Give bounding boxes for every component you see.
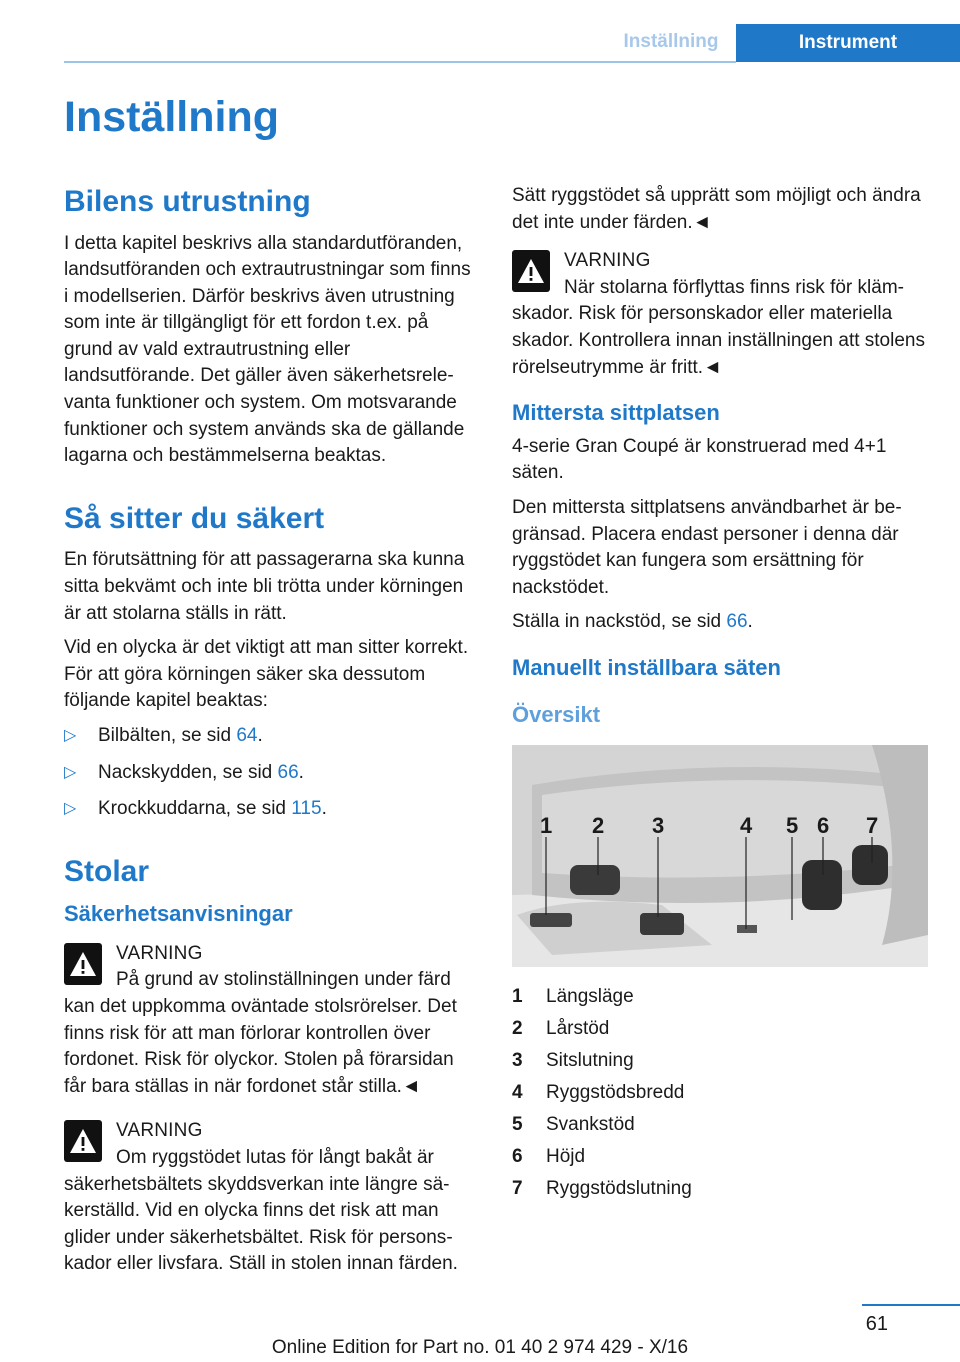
equipment-paragraph: I detta kapitel beskrivs alla standardutföranden, landsutföranden och extrautrustningar som finns i modellserien. Därför beskrivs även utrustning som inte är tillgängligt för ett fordon t.ex. på grund av vald extrautrustning eller landsutförande. Det gäller även säkerhetsrelevanta funktioner och system. Om motsvarande funktioner och system används ska de gällande lagarna och bestämmelserna beaktas. bbox=[64, 232, 471, 467]
page-link[interactable]: 115 bbox=[291, 798, 322, 820]
header-divider bbox=[64, 61, 736, 63]
callout-2: 2 bbox=[592, 813, 605, 839]
page-link[interactable]: 66 bbox=[277, 761, 299, 783]
list-item-text: Bilbälten, se sid bbox=[98, 724, 237, 746]
list-item-end: . bbox=[321, 798, 327, 820]
legend-number: 2 bbox=[512, 1017, 523, 1039]
legend-number: 6 bbox=[512, 1145, 523, 1167]
list-item-end: . bbox=[298, 761, 304, 783]
legend-label: Höjd bbox=[546, 1145, 586, 1167]
callout-6: 6 bbox=[817, 813, 830, 839]
legend-label: Svankstöd bbox=[546, 1113, 635, 1135]
header-tab-section[interactable]: Inställning bbox=[623, 31, 719, 52]
warning-block bbox=[512, 248, 926, 381]
page-number: 61 bbox=[865, 1313, 888, 1335]
legend-item bbox=[512, 1077, 926, 1109]
middle-seat-paragraph-3 bbox=[512, 609, 926, 636]
subheading-safety-notes: Säkerhetsanvisningar bbox=[64, 901, 293, 927]
legend-number: 3 bbox=[512, 1049, 523, 1071]
warning-label: VARNING bbox=[116, 1120, 203, 1142]
page-link[interactable]: 66 bbox=[726, 611, 748, 633]
page-number-rule bbox=[862, 1304, 960, 1306]
edition-footer: Online Edition for Part no. 01 40 2 974 429 - X/16 bbox=[271, 1337, 689, 1358]
right-column bbox=[512, 183, 926, 1205]
warning-block bbox=[64, 1118, 478, 1278]
callout-5: 5 bbox=[786, 813, 799, 839]
warning-triangle-icon bbox=[64, 1120, 102, 1162]
legend-number: 5 bbox=[512, 1113, 523, 1135]
warning-triangle-icon bbox=[512, 250, 550, 292]
list-item-end: . bbox=[257, 724, 263, 746]
left-column bbox=[64, 183, 478, 1296]
legend-item bbox=[512, 981, 926, 1013]
backrest-paragraph: Sätt ryggstödet så upprätt som möjligt och ändra det inte under färden.◄ bbox=[512, 185, 921, 233]
warning-triangle-icon bbox=[64, 943, 102, 985]
list-item bbox=[64, 760, 478, 787]
list-item bbox=[64, 723, 478, 750]
section-heading-sitting-safely: Så sitter du säkert bbox=[64, 501, 325, 535]
legend-number: 4 bbox=[512, 1081, 523, 1103]
seat-controls-figure bbox=[512, 745, 928, 967]
list-item-text: Nackskydden, se sid bbox=[98, 761, 278, 783]
figure-legend bbox=[512, 981, 926, 1205]
legend-label: Sitslutning bbox=[546, 1049, 634, 1071]
legend-label: Lårstöd bbox=[546, 1017, 610, 1039]
legend-label: Ryggstödslutning bbox=[546, 1177, 692, 1199]
legend-item bbox=[512, 1173, 926, 1205]
legend-label: Längsläge bbox=[546, 985, 634, 1007]
callout-1: 1 bbox=[540, 813, 553, 839]
legend-label: Ryggstödsbredd bbox=[546, 1081, 685, 1103]
warning-label: VARNING bbox=[564, 250, 651, 272]
related-chapters-list bbox=[64, 723, 478, 823]
warning-text: När stolarna förflyttas finns risk för klämskador. Risk för personskador eller materiella skador. Kontrollera innan inställningen att stolens rörelseutrymme är fritt.◄ bbox=[512, 276, 925, 378]
triangle-bullet-icon: ▷ bbox=[64, 726, 77, 744]
legend-item bbox=[512, 1141, 926, 1173]
callout-4: 4 bbox=[740, 813, 753, 839]
page-title: Inställning bbox=[64, 93, 279, 141]
middle-seat-paragraph-3-end: . bbox=[747, 611, 753, 633]
seat-illustration bbox=[512, 745, 928, 967]
page-link[interactable]: 64 bbox=[236, 724, 258, 746]
legend-item bbox=[512, 1109, 926, 1141]
warning-block bbox=[64, 941, 478, 1101]
warning-text: På grund av stolinställningen under färd kan det uppkomma oväntade stolsrörelser. Det finns risk för att man förlorar kontrollen över fordonet. Risk för olyckor. Stolen på förarsidan får bara ställas in när fordonet står stilla.◄ bbox=[64, 969, 457, 1097]
subheading-manual-seats: Manuellt inställbara säten bbox=[512, 654, 781, 680]
list-item bbox=[64, 796, 478, 823]
legend-item bbox=[512, 1013, 926, 1045]
triangle-bullet-icon: ▷ bbox=[64, 800, 77, 818]
warning-text: Om ryggstödet lutas för långt bakåt är säkerhetsbältets skyddsverkan inte längre säkerställd. Vid en olycka finns det risk att man glider under säkerhetsbältet. Risk för personskador eller livsfara. Ställ in stolen innan färden. bbox=[64, 1146, 458, 1275]
subheading-overview: Översikt bbox=[512, 701, 601, 727]
callout-3: 3 bbox=[652, 813, 665, 839]
sitting-paragraph-1: En förutsättning för att passagerarna ska kunna sitta bekvämt och inte bli trötta under körningen är att stolarna ställs in rätt. bbox=[64, 549, 465, 624]
middle-seat-paragraph-3-text: Ställa in nackstöd, se sid bbox=[512, 611, 727, 633]
section-heading-seats: Stolar bbox=[64, 854, 150, 888]
list-item-text: Krockkuddarna, se sid bbox=[98, 798, 292, 820]
middle-seat-paragraph-1: 4-serie Gran Coupé är konstruerad med 4+1 säten. bbox=[512, 435, 887, 484]
warning-label: VARNING bbox=[116, 942, 203, 964]
callout-7: 7 bbox=[866, 813, 879, 839]
legend-number: 7 bbox=[512, 1177, 523, 1199]
section-heading-equipment: Bilens utrustning bbox=[64, 185, 311, 218]
subheading-middle-seat: Mittersta sittplatsen bbox=[512, 400, 720, 426]
legend-number: 1 bbox=[512, 985, 523, 1007]
sitting-paragraph-2: Vid en olycka är det viktigt att man sitter korrekt. För att göra körningen säker ska dessutom följande kapitel beaktas: bbox=[64, 637, 469, 712]
header-tab-chapter[interactable]: Instrument bbox=[736, 24, 960, 62]
middle-seat-paragraph-2: Den mittersta sittplatsens användbarhet är begränsad. Placera endast personer i denna där ryggstödet kan fungera som ersättning för nackstödet. bbox=[512, 496, 902, 598]
triangle-bullet-icon: ▷ bbox=[64, 763, 77, 781]
legend-item bbox=[512, 1045, 926, 1077]
